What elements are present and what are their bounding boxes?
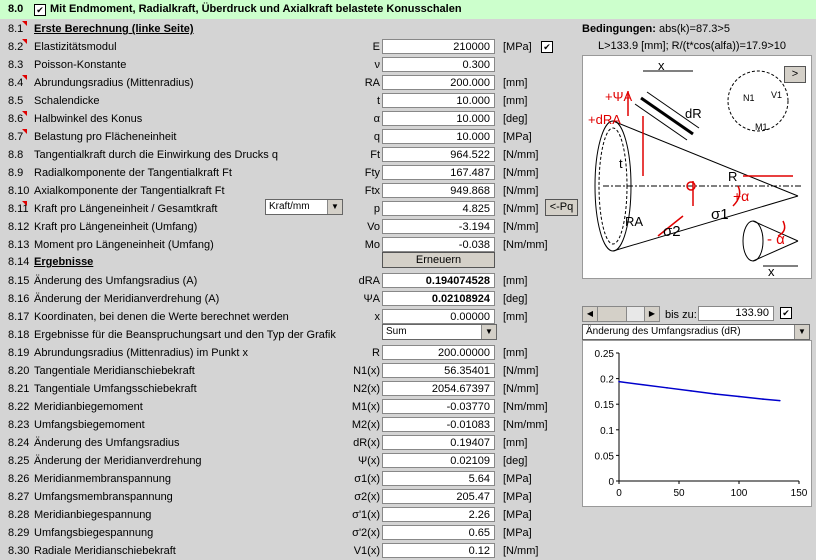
row-label: Tangentialkraft durch die Einwirkung des Drucks q xyxy=(34,149,278,161)
row-unit: [N/mm] xyxy=(503,203,539,215)
table-row xyxy=(0,110,580,128)
result-type-value: Sum xyxy=(386,326,407,337)
row-unit: [N/mm] xyxy=(503,383,539,395)
row-value-field[interactable]: 200.000 xyxy=(382,75,495,90)
row-symbol: N2(x) xyxy=(353,383,380,395)
row-label: Abrundungsradius (Mittenradius) xyxy=(34,77,194,89)
row-number: 8.16 xyxy=(8,293,30,305)
row-unit: [MPa] xyxy=(503,509,532,521)
row-symbol: R xyxy=(372,347,380,359)
row-unit: [MPa] xyxy=(503,41,532,53)
row-number: 8.19 xyxy=(8,347,30,359)
row-number: 8.18 xyxy=(8,329,30,341)
chevron-down-icon: ▼ xyxy=(481,325,496,339)
row-symbol: M1(x) xyxy=(351,401,380,413)
row-symbol: Ftx xyxy=(364,185,380,197)
table-row xyxy=(0,146,580,164)
row-number: 8.23 xyxy=(8,419,30,431)
row-value-field[interactable]: 56.35401 xyxy=(382,363,495,378)
row-label: Meridianbiegemoment xyxy=(34,401,143,413)
row-value-field[interactable]: 0.300 xyxy=(382,57,495,72)
table-row xyxy=(0,128,580,146)
row-label: Koordinaten, bei denen die Werte berechnet werden xyxy=(34,311,289,323)
label-psiA: +ΨA xyxy=(605,89,633,104)
row-symbol: V1(x) xyxy=(353,545,380,557)
row-unit: [N/mm] xyxy=(503,365,539,377)
row-symbol: N1(x) xyxy=(353,365,380,377)
row-symbol: dR(x) xyxy=(353,437,380,449)
label-alpha: +α xyxy=(733,188,750,204)
row-number: 8.17 xyxy=(8,311,30,323)
row-value-field[interactable]: 0.19407 xyxy=(382,435,495,450)
row-value-field[interactable]: -3.194 xyxy=(382,219,495,234)
row-symbol: σ1(x) xyxy=(354,473,380,485)
label-minus-alpha: - α xyxy=(767,231,785,248)
row-number: 8.4 xyxy=(8,77,24,89)
label-t: t xyxy=(619,156,623,171)
table-row xyxy=(0,542,580,560)
row-number: 8.8 xyxy=(8,149,24,161)
row-number: 8.20 xyxy=(8,365,30,377)
row-number: 8.10 xyxy=(8,185,30,197)
row-unit: [MPa] xyxy=(503,131,532,143)
row-number: 8.6 xyxy=(8,113,24,125)
data-point xyxy=(762,398,764,400)
row-unit: [deg] xyxy=(503,293,528,305)
row-value-field[interactable]: 0.02109 xyxy=(382,453,495,468)
row-symbol: p xyxy=(373,203,380,215)
data-point xyxy=(642,384,644,386)
bis-checkbox[interactable]: ✔ xyxy=(780,307,792,319)
row-symbol: Mo xyxy=(364,239,380,251)
e-checkbox[interactable]: ✔ xyxy=(541,41,553,53)
conditions-title: Bedingungen: xyxy=(582,23,656,35)
row-value-field[interactable]: 0.12 xyxy=(382,543,495,558)
section-header-first-calc xyxy=(0,20,580,38)
table-row xyxy=(0,218,580,236)
row-value-field[interactable]: 200.00000 xyxy=(382,345,495,360)
row-number: 8.28 xyxy=(8,509,30,521)
conditions-value1: abs(k)=87.3>5 xyxy=(659,23,730,35)
row-unit: [mm] xyxy=(503,95,528,107)
row-unit: [MPa] xyxy=(503,473,532,485)
section-title: Ergebnisse xyxy=(34,256,94,268)
table-row xyxy=(0,344,580,362)
row-label: Schalendicke xyxy=(34,95,100,107)
title-checkbox[interactable]: ✔ xyxy=(34,4,46,16)
row-number: 8.26 xyxy=(8,473,30,485)
row-number: 8.12 xyxy=(8,221,30,233)
label-V1: V1 xyxy=(771,90,783,100)
table-row xyxy=(0,290,580,308)
row-symbol: E xyxy=(372,41,380,53)
row-number: 8.11 xyxy=(8,203,29,215)
row-symbol: q xyxy=(373,131,380,143)
row-unit: [mm] xyxy=(503,311,528,323)
row-label: Abrundungsradius (Mittenradius) im Punkt x xyxy=(34,347,248,359)
bis-value-field[interactable]: 133.90 xyxy=(698,306,774,321)
data-point xyxy=(779,400,781,402)
table-row xyxy=(0,380,580,398)
row-label: Ergebnisse für die Beanspruchungsart und den Typ der Grafik xyxy=(34,329,336,341)
row-label: Kraft pro Längeneinheit / Gesamtkraft xyxy=(34,203,218,215)
row-symbol: Fty xyxy=(364,167,380,179)
table-row xyxy=(0,164,580,182)
update-button[interactable]: Erneuern xyxy=(382,252,495,268)
row-symbol: dRA xyxy=(358,275,380,287)
row-label: Änderung des Umfangsradius xyxy=(34,437,180,449)
row-label: Moment pro Längeneinheit (Umfang) xyxy=(34,239,214,251)
row-unit: [mm] xyxy=(503,275,528,287)
cone-shell-diagram xyxy=(582,55,812,279)
x-tick-label: 50 xyxy=(673,488,685,499)
row-unit: [deg] xyxy=(503,455,528,467)
row-number: 8.13 xyxy=(8,239,30,251)
row-label: Poisson-Konstante xyxy=(34,59,127,71)
label-x2: x xyxy=(768,264,775,278)
table-row xyxy=(0,488,580,506)
result-type-select[interactable] xyxy=(382,324,497,340)
table-row xyxy=(0,182,580,200)
data-point xyxy=(738,396,740,398)
row-number: 8.15 xyxy=(8,275,30,287)
row-symbol: Vo xyxy=(367,221,380,233)
label-dR: dR xyxy=(685,106,702,121)
row-value-field[interactable]: 949.868 xyxy=(382,183,495,198)
row-unit: [N/mm] xyxy=(503,167,539,179)
row-symbol: Ψ(x) xyxy=(357,455,380,467)
row-unit: [Nm/mm] xyxy=(503,401,548,413)
row-number: 8.5 xyxy=(8,95,24,107)
row-label: Tangentiale Umfangsschiebekraft xyxy=(34,383,197,395)
label-R: R xyxy=(728,169,738,184)
x-tick-label: 150 xyxy=(790,488,808,499)
row-value-field[interactable]: 2.26 xyxy=(382,507,495,522)
row-unit: [N/mm] xyxy=(503,545,539,557)
row-value-field[interactable]: 10.000 xyxy=(382,93,495,108)
y-tick-label: 0.05 xyxy=(594,451,614,463)
table-row xyxy=(0,416,580,434)
row-label: Meridianmembranspannung xyxy=(34,473,171,485)
table-row xyxy=(0,524,580,542)
table-row xyxy=(0,92,580,110)
row-value-field[interactable]: 0.194074528 xyxy=(382,273,495,288)
data-point xyxy=(618,381,620,383)
row-number: 8.3 xyxy=(8,59,24,71)
row-number: 8.1 xyxy=(8,23,24,35)
row-label: Änderung des Umfangsradius (A) xyxy=(34,275,198,287)
row-symbol: x xyxy=(374,311,380,323)
row-label: Halbwinkel des Konus xyxy=(34,113,143,125)
row-number: 8.9 xyxy=(8,167,24,179)
table-row xyxy=(0,398,580,416)
row-value-field[interactable]: 205.47 xyxy=(382,489,495,504)
result-chart xyxy=(582,340,812,507)
label-M1: M1 xyxy=(755,122,768,132)
table-row xyxy=(0,506,580,524)
section-title: Erste Berechnung (linke Seite) xyxy=(34,23,194,35)
row-value-field[interactable]: 0.02108924 xyxy=(382,291,495,306)
row-symbol: Ft xyxy=(370,149,380,161)
data-point xyxy=(714,393,716,395)
table-row xyxy=(0,74,580,92)
row-label: Radiale Meridianschiebekraft xyxy=(34,545,176,557)
row-symbol: σ'1(x) xyxy=(352,509,380,521)
row-label: Umfangsbiegemoment xyxy=(34,419,145,431)
row-unit: [Nm/mm] xyxy=(503,419,548,431)
scroll-thumb[interactable] xyxy=(598,307,627,321)
row-value-field[interactable]: 4.825 xyxy=(382,201,495,216)
label-sigma1: σ1 xyxy=(711,206,729,223)
row-value-field[interactable]: -0.038 xyxy=(382,237,495,252)
row-symbol: σ'2(x) xyxy=(352,527,380,539)
table-row xyxy=(0,272,580,290)
comment-marker xyxy=(22,39,27,44)
row-value-field[interactable]: 10.000 xyxy=(382,129,495,144)
row-number: 8.22 xyxy=(8,401,30,413)
row-unit: [N/mm] xyxy=(503,221,539,233)
row-number: 8.29 xyxy=(8,527,30,539)
row-unit: [MPa] xyxy=(503,527,532,539)
row-unit: [mm] xyxy=(503,347,528,359)
row-label: Tangentiale Meridianschiebekraft xyxy=(34,365,195,377)
comment-marker xyxy=(22,111,27,116)
row-number: 8.7 xyxy=(8,131,24,143)
y-tick-label: 0.15 xyxy=(594,400,614,412)
label-N1: N1 xyxy=(743,93,755,103)
table-row xyxy=(0,38,580,56)
row-label: Meridianbiegespannung xyxy=(34,509,152,521)
row-unit: [N/mm] xyxy=(503,185,539,197)
label-dRA: +dRA xyxy=(588,112,621,127)
row-number: 8.14 xyxy=(8,256,30,268)
row-label: Umfangsbiegespannung xyxy=(34,527,154,539)
title-bar xyxy=(0,0,816,19)
chevron-down-icon: ▼ xyxy=(327,200,342,214)
graph-type-select[interactable] xyxy=(582,324,810,340)
row-value-field[interactable]: 0.00000 xyxy=(382,309,495,324)
row-unit: [mm] xyxy=(503,437,528,449)
scroll-left-icon[interactable]: ◀ xyxy=(583,307,598,321)
row-label: Umfangsmembranspannung xyxy=(34,491,173,503)
row-unit: [deg] xyxy=(503,113,528,125)
table-row xyxy=(0,56,580,74)
chevron-down-icon: ▼ xyxy=(794,325,809,339)
row-label: Belastung pro Flächeneinheit xyxy=(34,131,177,143)
row-value-field[interactable]: 5.64 xyxy=(382,471,495,486)
row-number: 8.24 xyxy=(8,437,30,449)
row-number: 8.27 xyxy=(8,491,30,503)
row-label: Radialkomponente der Tangentialkraft Ft xyxy=(34,167,232,179)
table-row xyxy=(0,452,580,470)
row-number: 8.25 xyxy=(8,455,30,467)
page-title: Mit Endmoment, Radialkraft, Überdruck und Axialkraft belastete Konusschalen xyxy=(50,3,462,15)
row-symbol: t xyxy=(376,95,380,107)
row-unit: [Nm/mm] xyxy=(503,239,548,251)
y-tick-label: 0.2 xyxy=(600,374,614,386)
x-scrollbar[interactable] xyxy=(582,306,660,322)
row-number: 8.30 xyxy=(8,545,30,557)
row-value-field[interactable]: 10.000 xyxy=(382,111,495,126)
table-row xyxy=(0,362,580,380)
pq-button[interactable]: <-Pq xyxy=(545,199,578,216)
y-tick-label: 0.1 xyxy=(600,425,614,437)
row-unit: [mm] xyxy=(503,77,528,89)
force-mode-value: Kraft/mm xyxy=(269,201,310,212)
section-number: 8.0 xyxy=(8,3,24,15)
bis-label: bis zu: xyxy=(665,309,697,321)
row-symbol: ν xyxy=(374,59,380,71)
row-value-field[interactable]: 0.65 xyxy=(382,525,495,540)
row-value-field[interactable]: 167.487 xyxy=(382,165,495,180)
force-mode-select[interactable] xyxy=(265,199,343,215)
row-label: Änderung der Meridianverdrehung xyxy=(34,455,202,467)
row-label: Axialkomponente der Tangentialkraft Ft xyxy=(34,185,225,197)
row-symbol: RA xyxy=(364,77,380,89)
diagram-svg xyxy=(583,56,811,278)
row-value-field[interactable]: -0.01083 xyxy=(382,417,495,432)
row-label: Änderung der Meridianverdrehung (A) xyxy=(34,293,220,305)
label-sigma2: σ2 xyxy=(663,223,681,240)
row-symbol: ΨA xyxy=(363,293,380,305)
row-label: Elastizitätsmodul xyxy=(34,41,117,53)
row-number: 8.2 xyxy=(8,41,24,53)
data-point xyxy=(690,390,692,392)
table-row xyxy=(0,434,580,452)
row-value-field[interactable]: 210000 xyxy=(382,39,495,54)
chart-svg xyxy=(583,341,811,506)
data-point xyxy=(666,387,668,389)
y-tick-label: 0 xyxy=(608,477,614,488)
x-tick-label: 100 xyxy=(730,488,748,499)
conditions-line1 xyxy=(582,23,730,35)
row-value-field[interactable]: -0.03770 xyxy=(382,399,495,414)
diagram-next-button[interactable]: > xyxy=(784,66,806,83)
row-unit: [MPa] xyxy=(503,491,532,503)
conditions-line2: L>133.9 [mm]; R/(t*cos(alfa))=17.9>10 xyxy=(598,40,787,52)
comment-marker xyxy=(22,75,27,80)
label-RA: RA xyxy=(625,214,644,229)
x-tick-label: 0 xyxy=(616,488,622,499)
comment-marker xyxy=(22,129,27,134)
row-unit: [N/mm] xyxy=(503,149,539,161)
graph-type-value: Änderung des Umfangsradius (dR) xyxy=(586,326,741,337)
row-symbol: α xyxy=(373,113,380,125)
comment-marker xyxy=(22,201,27,206)
row-value-field[interactable]: 2054.67397 xyxy=(382,381,495,396)
table-row xyxy=(0,470,580,488)
row-symbol: M2(x) xyxy=(351,419,380,431)
row-value-field[interactable]: 964.522 xyxy=(382,147,495,162)
label-x: x xyxy=(658,58,665,73)
row-symbol: σ2(x) xyxy=(354,491,380,503)
row-number: 8.21 xyxy=(8,383,30,395)
scroll-right-icon[interactable]: ▶ xyxy=(644,307,659,321)
row-label: Kraft pro Längeneinheit (Umfang) xyxy=(34,221,198,233)
y-tick-label: 0.25 xyxy=(594,349,614,360)
